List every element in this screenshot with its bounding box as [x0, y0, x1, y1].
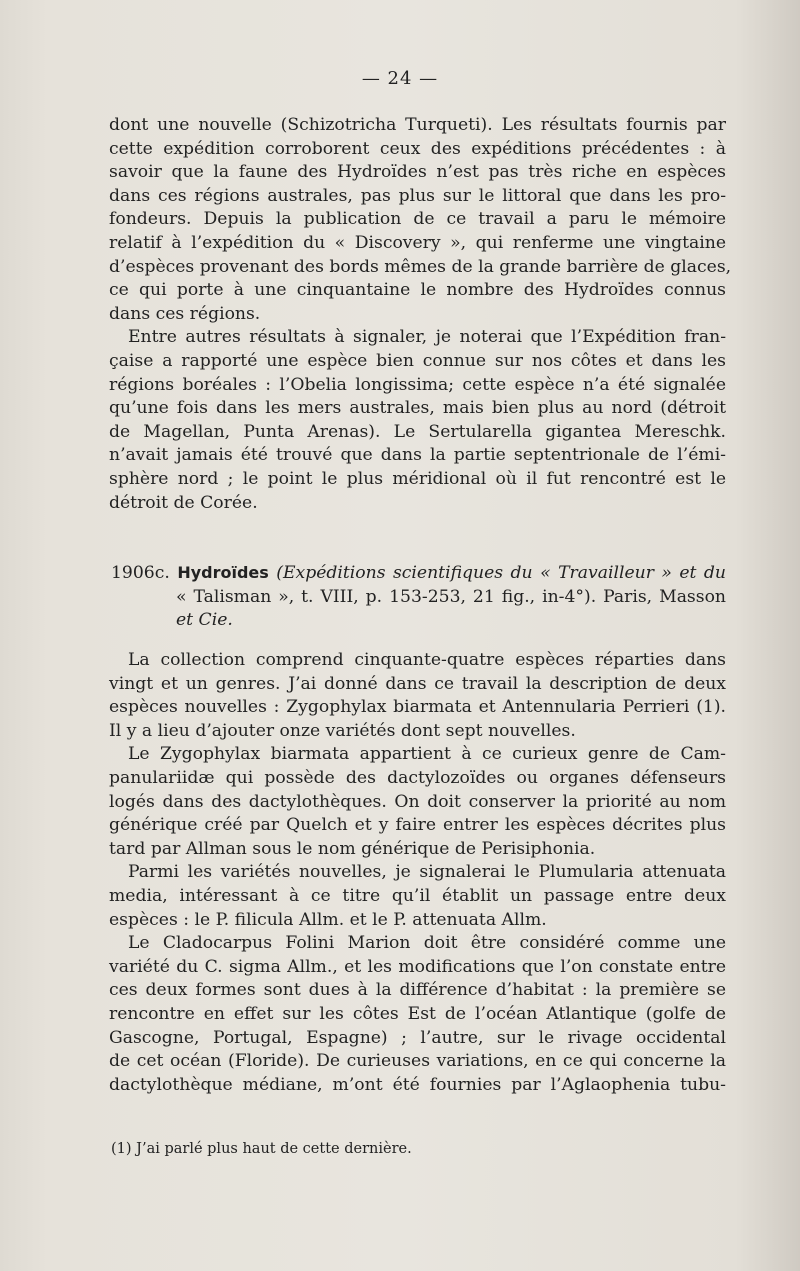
reference-line-1	[111, 561, 726, 586]
body-text-bottom	[109, 649, 726, 1097]
text-line: Le Cladocarpus Folini Marion doit être considéré comme une	[128, 933, 726, 954]
text-line: régions boréales : l’Obelia longissima; cette espèce n’a été signalée	[109, 374, 726, 395]
text-line: ce qui porte à une cinquantaine le nombre des Hydroïdes connus	[109, 280, 726, 301]
text-line: cette expédition corroborent ceux des expéditions précédentes : à	[109, 138, 726, 159]
paragraph-2	[109, 326, 726, 515]
text-line: logés dans des dactylothèques. On doit conserver la priorité au nom	[109, 791, 726, 812]
text-line: Il y a lieu d’ajouter onze variétés dont sept nouvelles.	[109, 720, 576, 741]
reference-line-3: et Cie.	[176, 610, 233, 631]
text-line: n’avait jamais été trouvé que dans la partie septentrionale de l’émi-	[109, 445, 726, 466]
text-line: relatif à l’expédition du « Discovery », qui renferme une vingtaine	[109, 232, 726, 253]
paragraph-5	[109, 861, 726, 932]
text-line: dont une nouvelle (Schizotricha Turqueti). Les résultats fournis par	[109, 115, 726, 135]
text-line: ces deux formes sont dues à la différence d’habitat : la première se	[109, 980, 726, 1001]
text-line: Parmi les variétés nouvelles, je signalerai le Plumularia attenuata	[128, 862, 726, 883]
text-line: dans ces régions australes, pas plus sur le littoral que dans les pro-	[109, 185, 726, 206]
text-line: qu’une fois dans les mers australes, mais bien plus au nord (détroit	[109, 398, 726, 419]
text-line: vingt et un genres. J’ai donné dans ce travail la description de deux	[109, 673, 726, 694]
paragraph-4	[109, 743, 726, 861]
text-line: dans ces régions.	[109, 303, 261, 324]
text-line: tard par Allman sous le nom générique de Perisiphonia.	[109, 838, 596, 859]
text-line: espèces : le P. filicula Allm. et le P. attenuata Allm.	[109, 909, 547, 930]
text-line: panulariidæ qui possède des dactylozoïdes ou organes défenseurs	[109, 767, 726, 788]
text-line: fondeurs. Depuis la publication de ce travail a paru le mémoire	[109, 209, 726, 230]
text-line: Entre autres résultats à signaler, je noterai que l’Expédition fran-	[128, 327, 726, 348]
footnote: (1) J’ai parlé plus haut de cette dernière.	[111, 1141, 412, 1157]
text-line: de cet océan (Floride). De curieuses variations, en ce qui concerne la	[109, 1051, 726, 1072]
paragraph-1	[109, 114, 732, 326]
text-line: d’espèces provenant des bords mêmes de la grande barrière de glaces,	[109, 256, 732, 277]
text-line: sphère nord ; le point le plus méridional où il fut rencontré est le	[109, 468, 726, 489]
bibliographic-reference	[111, 561, 726, 633]
text-line: Le Zygophylax biarmata appartient à ce curieux genre de Cam-	[128, 744, 726, 765]
text-line: media, intéressant à ce titre qu’il établit un passage entre deux	[109, 885, 726, 906]
text-line: générique créé par Quelch et y faire entrer les espèces décrites plus	[109, 815, 726, 836]
paragraph-6	[109, 932, 726, 1097]
body-text-top	[109, 114, 732, 515]
reference-series: (Expéditions scientifiques du « Travailleur » et du	[276, 563, 726, 583]
text-line: rencontre en effet sur les côtes Est de l’océan Atlantique (golfe de	[109, 1003, 726, 1024]
text-line: variété du C. sigma Allm., et les modifications que l’on constate entre	[109, 956, 726, 977]
page-number: — 24 —	[361, 68, 439, 89]
text-line: de Magellan, Punta Arenas). Le Sertularella gigantea Mereschk.	[109, 421, 726, 442]
paragraph-3	[109, 649, 726, 743]
text-line: détroit de Corée.	[109, 492, 258, 513]
text-line: savoir que la faune des Hydroïdes n’est pas très riche en espèces	[109, 162, 726, 183]
text-line: çaise a rapporté une espèce bien connue sur nos côtes et dans les	[109, 350, 726, 371]
text-line: La collection comprend cinquante-quatre espèces réparties dans	[128, 650, 726, 670]
text-line: Gascogne, Portugal, Espagne) ; l’autre, sur le rivage occidental	[109, 1027, 726, 1048]
reference-line-2: « Talisman », t. VIII, p. 153-253, 21 fig., in-4°). Paris, Masson	[176, 586, 726, 607]
reference-year: 1906c.	[111, 563, 170, 583]
text-line: espèces nouvelles : Zygophylax biarmata et Antennularia Perrieri (1).	[109, 697, 726, 718]
reference-title: Hydroïdes	[177, 563, 269, 582]
text-line: dactylothèque médiane, m’ont été fournies par l’Aglaophenia tubu-	[109, 1074, 726, 1095]
